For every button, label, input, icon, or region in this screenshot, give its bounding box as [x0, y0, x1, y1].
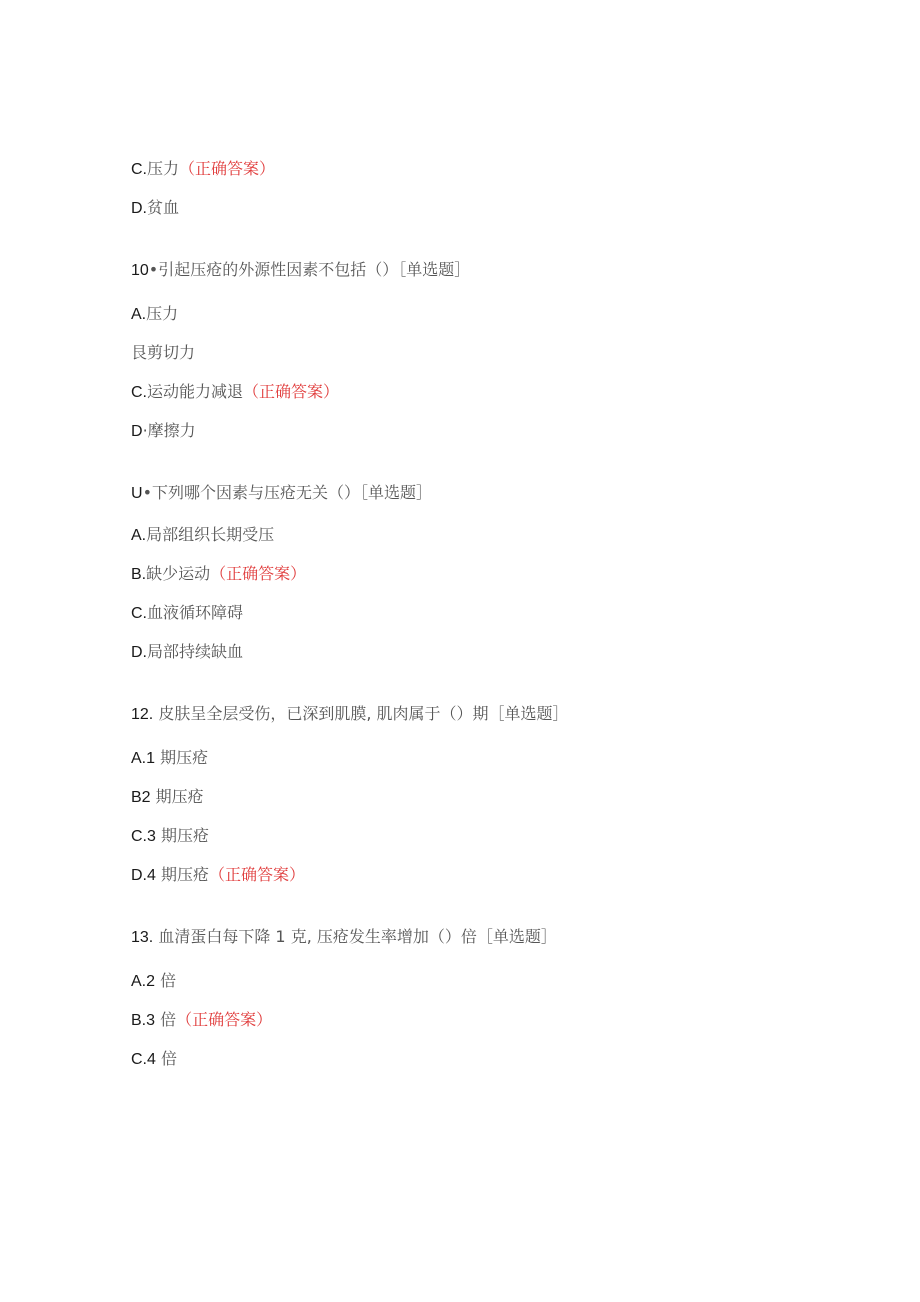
- option-b-q10: 艮剪切力: [131, 343, 196, 362]
- correct-answer-tag: （正确答案）: [176, 1010, 273, 1029]
- option-b-q11: B.缺少运动（正确答案）: [131, 564, 307, 583]
- option-a-q11: A.局部组织长期受压: [131, 525, 275, 544]
- correct-answer-tag: （正确答案）: [179, 159, 276, 178]
- option-c-q9: C.压力（正确答案）: [131, 159, 276, 178]
- option-d-q10: D·摩擦力: [131, 421, 196, 440]
- correct-answer-tag: （正确答案）: [210, 564, 307, 583]
- question-13: 13. 血清蛋白每下降 1 克, 压疮发生率增加（）倍［单选题］: [131, 927, 557, 946]
- question-10: 10•引起压疮的外源性因素不包括（）［单选题］: [131, 260, 471, 279]
- option-a-q12: A.1 期压疮: [131, 748, 209, 767]
- option-b-q12: B2 期压疮: [131, 787, 204, 806]
- option-d-q11: D.局部持续缺血: [131, 642, 244, 661]
- option-c-q11: C.血液循环障碍: [131, 603, 244, 622]
- option-c-q13: C.4 倍: [131, 1049, 177, 1068]
- option-c-q10: C.运动能力减退（正确答案）: [131, 382, 340, 401]
- correct-answer-tag: （正确答案）: [209, 865, 306, 884]
- correct-answer-tag: （正确答案）: [243, 382, 340, 401]
- option-c-q12: C.3 期压疮: [131, 826, 209, 845]
- question-12: 12. 皮肤呈全层受伤，已深到肌膜, 肌肉属于（）期［单选题］: [131, 704, 569, 723]
- option-d-q9: D.贫血: [131, 198, 180, 217]
- option-d-q12: D.4 期压疮（正确答案）: [131, 865, 306, 884]
- option-a-q13: A.2 倍: [131, 971, 177, 990]
- option-a-q10: A.压力: [131, 304, 179, 323]
- question-11: U•下列哪个因素与压疮无关（）［单选题］: [131, 483, 433, 502]
- option-b-q13: B.3 倍（正确答案）: [131, 1010, 273, 1029]
